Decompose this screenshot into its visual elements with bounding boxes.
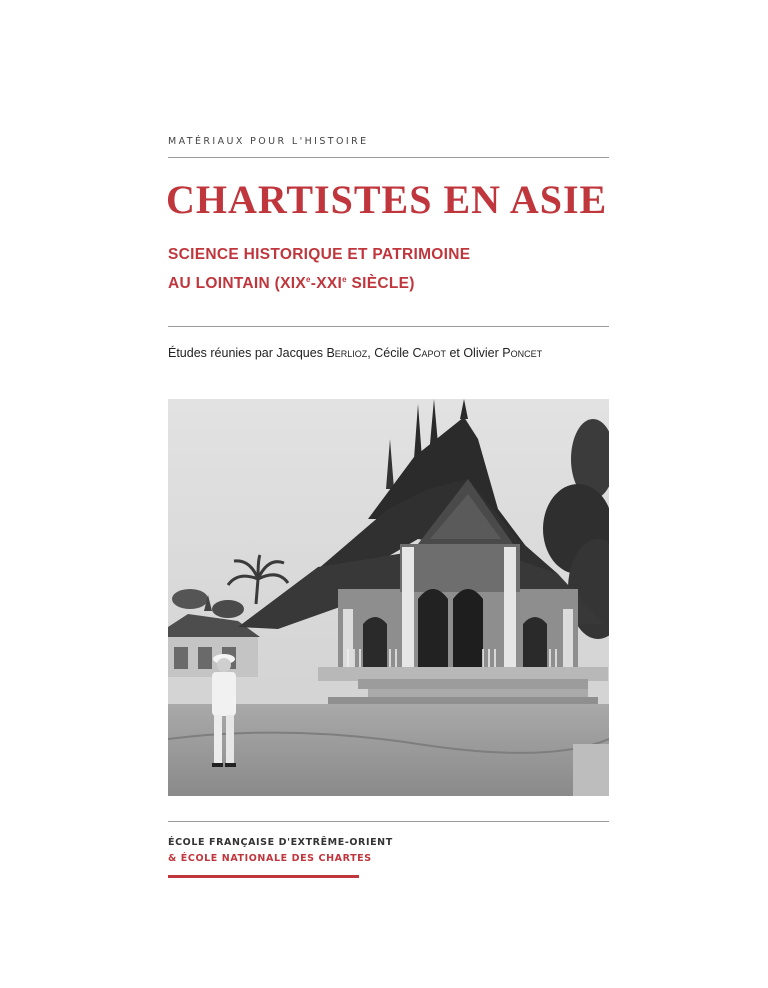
editors-separator-2: et Olivier (445, 346, 503, 360)
cover-photograph (168, 399, 609, 796)
editors-line (168, 346, 542, 360)
middle-divider (168, 326, 609, 327)
subtitle-superscript-2: e (342, 275, 347, 284)
top-divider (168, 157, 609, 158)
subtitle-part-c: SIÈCLE) (346, 275, 415, 292)
subtitle-line-1: SCIENCE HISTORIQUE ET PATRIMOINE (168, 246, 471, 263)
stone-block (573, 744, 609, 796)
subtitle-part-b: -XXI (310, 275, 343, 292)
editors-prefix: Études réunies par Jacques (168, 346, 327, 360)
book-title: CHARTISTES EN ASIE (166, 177, 608, 222)
subtitle-line-2 (168, 275, 415, 293)
editors-separator-1: , Cécile (367, 346, 413, 360)
courtyard (168, 704, 609, 796)
left-bush (172, 589, 208, 609)
subtitle-part-a: AU LOINTAIN (XIX (168, 275, 306, 292)
subtitle-superscript-1: e (305, 275, 311, 284)
left-bush-2 (212, 600, 244, 618)
publisher-enc: & ÉCOLE NATIONALE DES CHARTES (168, 853, 372, 864)
publisher-efeo: ÉCOLE FRANÇAISE D'EXTRÊME-ORIENT (168, 837, 393, 848)
accent-bar (168, 875, 359, 878)
editor-poncet: Poncet (502, 346, 543, 360)
editor-berlioz: Berlioz (326, 346, 368, 360)
editor-capot: Capot (412, 346, 446, 360)
series-name: MATÉRIAUX POUR L'HISTOIRE (168, 136, 369, 147)
bottom-divider (168, 821, 609, 822)
